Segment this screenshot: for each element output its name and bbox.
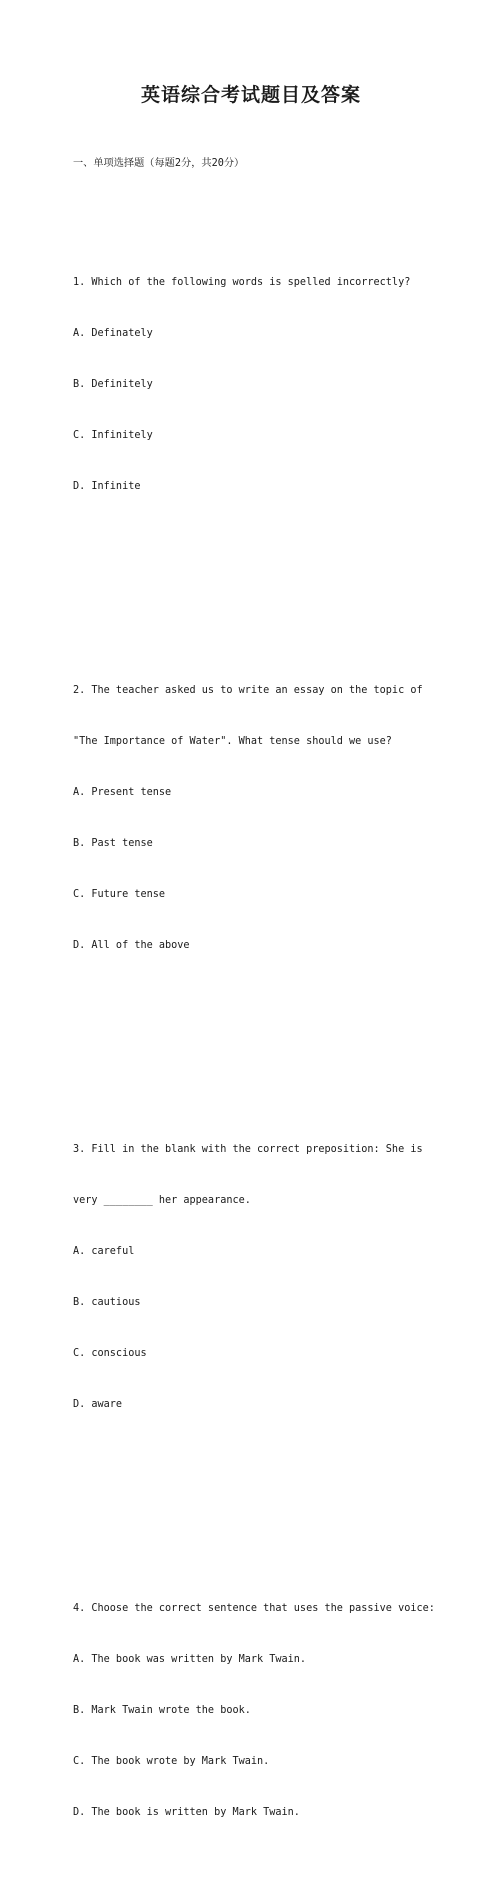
spacer	[73, 1022, 433, 1039]
option-a: A. Definately	[73, 328, 153, 339]
question-stem: 4. Choose the correct sentence that uses the passive voice:	[73, 1603, 435, 1614]
option-a: A. careful	[73, 1246, 135, 1257]
option-c: C. The book wrote by Mark Twain.	[73, 1756, 270, 1767]
section-heading: 一、单项选择题（每题2分，共20分）	[73, 158, 245, 169]
option-c: C. conscious	[73, 1348, 147, 1359]
option-c: C. Future tense	[73, 889, 166, 900]
option-d: D. The book is written by Mark Twain.	[73, 1807, 300, 1818]
question-stem-continued: "The Importance of Water". What tense should we use?	[73, 736, 392, 747]
spacer	[73, 1481, 433, 1498]
question-4	[73, 1566, 433, 1855]
spacer	[73, 563, 433, 580]
option-d: D. aware	[73, 1399, 123, 1410]
question-1	[73, 240, 433, 529]
question-3	[73, 1107, 433, 1447]
option-a: A. Present tense	[73, 787, 172, 798]
option-d: D. Infinite	[73, 481, 141, 492]
option-b: B. Mark Twain wrote the book.	[73, 1705, 251, 1716]
question-2	[73, 648, 433, 988]
option-a: A. The book was written by Mark Twain.	[73, 1654, 307, 1665]
option-d: D. All of the above	[73, 940, 190, 951]
option-b: B. Definitely	[73, 379, 153, 390]
option-c: C. Infinitely	[73, 430, 153, 441]
question-stem: 1. Which of the following words is spelled incorrectly?	[73, 277, 411, 288]
question-stem: 3. Fill in the blank with the correct preposition: She is	[73, 1144, 423, 1155]
document-title: 英语综合考试题目及答案	[140, 84, 361, 106]
question-stem-continued: very ________ her appearance.	[73, 1195, 251, 1206]
option-b: B. cautious	[73, 1297, 141, 1308]
question-stem: 2. The teacher asked us to write an essay on the topic of	[73, 685, 423, 696]
option-b: B. Past tense	[73, 838, 153, 849]
document-body	[73, 121, 433, 1889]
